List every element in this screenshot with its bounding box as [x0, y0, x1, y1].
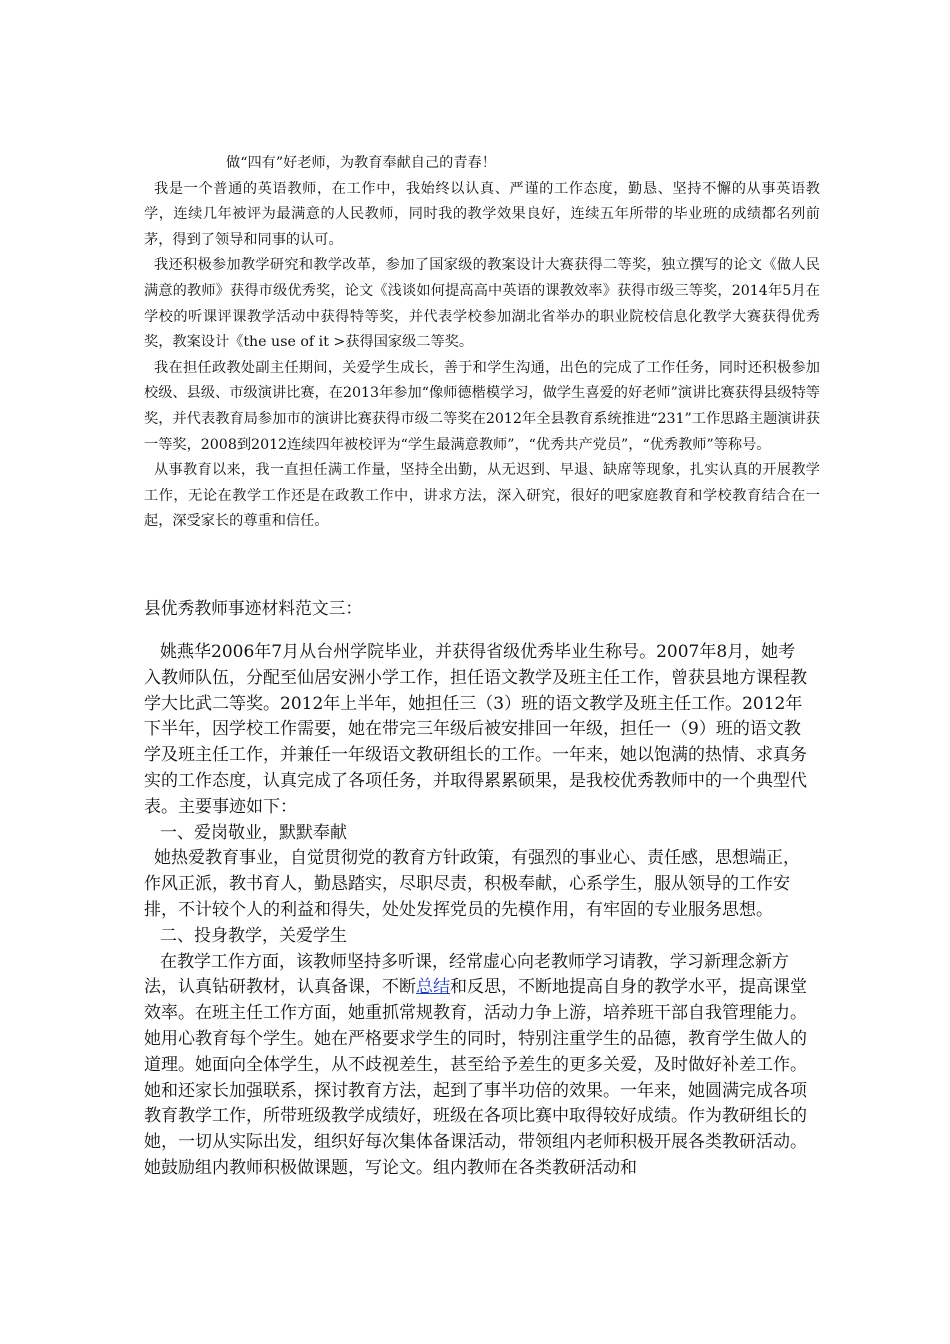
section-two: [144, 640, 812, 1182]
paragraph-3: 我在担任政教处副主任期间，关爱学生成长，善于和学生沟通，出色的完成了工作任务，同时还积极参加校级、县级、市级演讲比赛，在2013年参加“像师德楷模学习，做学生喜爱的好老师”演讲比赛获得县级特等奖，并代表教育局参加市的演讲比赛获得市级二等奖在2012年全县教育系统推进“231”工作思路主题演讲获一等奖，2008到2012连续四年被校评为“学生最满意教师”，“优秀共产党员”，“优秀教师”等称号。: [144, 359, 820, 453]
doc-title: 做“四有”好老师，为教育奉献自己的青春！: [226, 155, 496, 171]
paragraph-1: 我是一个普通的英语教师，在工作中，我始终以认真、严谨的工作态度，勤恳、坚持不懈的从事英语教学，连续几年被评为最满意的人民教师，同时我的教学效果良好，连续五年所带的毕业班的成绩都名列前茅，得到了领导和同事的认可。: [144, 180, 820, 248]
section-heading: 县优秀教师事迹材料范文三：: [144, 598, 363, 618]
summary-link[interactable]: 总结: [416, 977, 450, 998]
paragraph-7-text-a: 在教学工作方面，该教师坚持多听课，经常虚心向老教师学习请教，学习新理念新方法，认真钻研教材，认真备课，不断: [144, 951, 789, 998]
paragraph-7: [144, 950, 812, 1182]
subheading-2: 二、投身教学，关爱学生: [160, 925, 347, 946]
paragraph-4: 从事教育以来，我一直担任满工作量，坚持全出勤，从无迟到、早退、缺席等现象，扎实认真的开展教学工作，无论在教学工作还是在政教工作中，讲求方法，深入研究，很好的吧家庭教育和学校教育结合在一起，深受家长的尊重和信任。: [144, 462, 820, 530]
subheading-1: 一、爱岗敬业，默默奉献: [160, 822, 347, 843]
section-one: [144, 151, 820, 535]
paragraph-2: 我还积极参加教学研究和教学改革，参加了国家级的教案设计大赛获得二等奖，独立撰写的论文《做人民满意的教师》获得市级优秀奖，论文《浅谈如何提高高中英语的课教效率》获得市级三等奖，2014年5月在学校的听课评课教学活动中获得特等奖，并代表学校参加湖北省举办的职业院校信息化教学大赛获得优秀奖，教案设计《the use of it >获得国家级二等奖。: [144, 257, 820, 351]
paragraph-6: 她热爱教育事业，自觉贯彻党的教育方针政策，有强烈的事业心、责任感，思想端正，作风正派，教书育人，勤恳踏实，尽职尽责，积极奉献，心系学生，服从领导的工作安排，不计较个人的利益和得失，处处发挥党员的先模作用，有牢固的专业服务思想。: [144, 848, 800, 920]
paragraph-7-text-b: 和反思，不断地提高自身的教学水平，提高课堂效率。在班主任工作方面，她重抓常规教育，活动力争上游，培养班干部自我管理能力。她用心教育每个学生。她在严格要求学生的同时，特别注重学生的品德，教育学生做人的道理。她面向全体学生，从不歧视差生，甚至给予差生的更多关爱，及时做好补差工作。她和还家长加强联系，探讨教育方法，起到了事半功倍的效果。一年来，她圆满完成各项教育教学工作，所带班级教学成绩好，班级在各项比赛中取得较好成绩。作为教研组长的她，一切从实际出发，组织好每次集体备课活动，带领组内老师积极开展各类教研活动。她鼓励组内教师积极做课题，写论文。组内教师在各类教研活动和: [144, 977, 807, 1178]
paragraph-5: 姚燕华2006年7月从台州学院毕业，并获得省级优秀毕业生称号。2007年8月，她考入教师队伍，分配至仙居安洲小学工作，担任语文教学及班主任工作，曾获县地方课程教学大比武二等奖。2012年上半年，她担任三（3）班的语文教学及班主任工作。2012年下半年，因学校工作需要，她在带完三年级后被安排回一年级，担任一（9）班的语文教学及班主任工作，并兼任一年级语文教研组长的工作。一年来，她以饱满的热情、求真务实的工作态度，认真完成了各项任务，并取得累累硕果，是我校优秀教师中的一个典型代表。主要事迹如下：: [144, 642, 807, 817]
